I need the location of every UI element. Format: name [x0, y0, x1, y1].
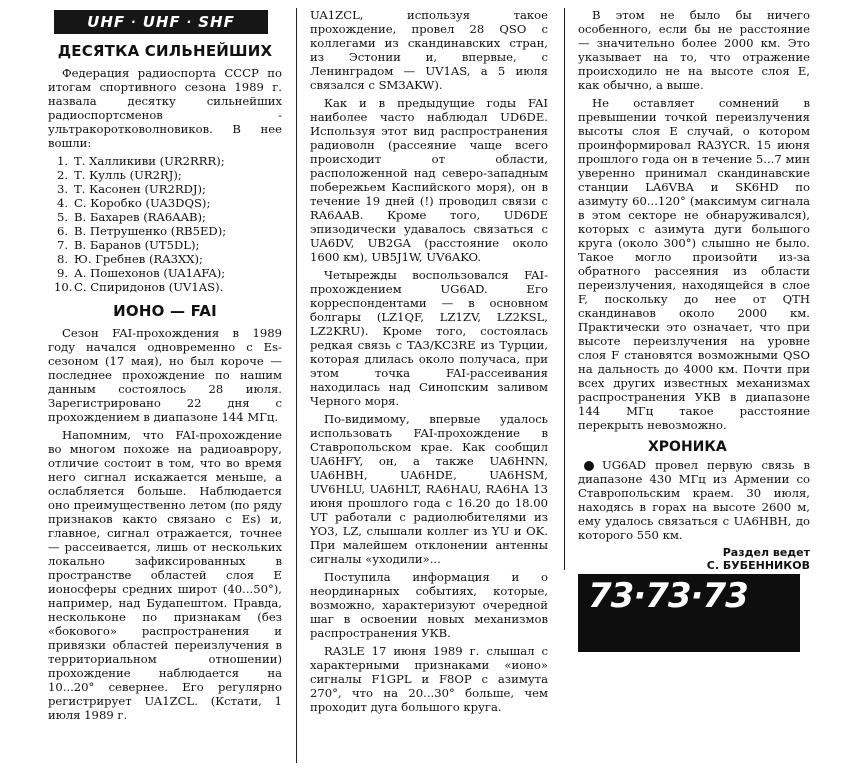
- list-text: Т. Касонен (UR2RDJ);: [74, 182, 206, 196]
- banner-part: UHF: [142, 13, 181, 31]
- list-text: В. Бахарев (RA6AAB);: [74, 210, 206, 224]
- list-number: 7.: [56, 238, 68, 252]
- byline-role: Раздел ведет: [722, 546, 810, 559]
- bullet-icon: [584, 461, 594, 471]
- list-text: С. Спиридонов (UV1AS).: [74, 280, 224, 294]
- chronicle-title: ХРОНИКА: [648, 439, 727, 455]
- list-number: 9.: [56, 266, 68, 280]
- article-title: ДЕСЯТКА СИЛЬНЕЙШИХ: [57, 42, 273, 60]
- banner-separator: ·: [186, 15, 193, 29]
- list-text: Т. Кулль (UR2RJ);: [74, 168, 182, 182]
- banner-part: SHF: [198, 13, 235, 31]
- list-item: [54, 196, 282, 210]
- band-banner: [54, 10, 268, 34]
- paragraph: По-видимому, впервые удалось использовать FAI-прохождение в Ставропольском крае. Как сообщил UA6HFY, он, а также UA6HNN, UA6HBH, UA6HDE, UA6HSM, UV6HLU, UA6HLT, RA6HAU, RA6HA 13 июня прошлого года с 16.20 до 18.00 UT работали с радиолюбителями из YO3, LZ, слышали коллег из YU и OK. При малейшем отклонении антенны сигналы «уходили»...: [310, 412, 548, 566]
- paragraph: RA3LE 17 июня 1989 г. слышал с характерными признаками «ионо» сигналы F1GPL и F8OP с азимута 270°, что на 20...30° больше, чем проходит дуга большого круга.: [310, 644, 548, 714]
- list-text: В. Баранов (UT5DL);: [74, 238, 200, 252]
- column-divider: [564, 8, 565, 570]
- list-text: С. Коробко (UA3DQS);: [74, 196, 211, 210]
- list-item: [54, 154, 282, 168]
- list-text: А. Пошехонов (UA1AFA);: [74, 266, 226, 280]
- paragraph: Напомним, что FAI-прохождение во многом похоже на радиоаврору, отличие состоит в том, что во время него сигнал искажается меньше, а ослабляется больше. Наблюдается оно преимущественно летом (по ряду признаков както связано с Es) и, главное, сигнал отражается, точнее — рассеивается, лишь от нескольких локально зафиксированных в пространстве областей слоя Е ионосферы средних широт (40...50°), например, над Будапештом. Правда, нескольконе по признакам (без «бокового» распространения и привязки областей переизлучения в территориальном отношении) прохождение наблюдается на 10...20° севернее. Его регулярно регистрирует UA1ZCL. (Кстати, 1 июля 1989 г.: [48, 428, 282, 722]
- column-left: [48, 10, 282, 726]
- list-text: Ю. Гребнев (RA3XX);: [74, 252, 203, 266]
- column-middle: [310, 8, 548, 718]
- list-text: В. Петрушенко (RB5ED);: [74, 224, 227, 238]
- chronicle-body: UG6AD провел первую связь в диапазоне 430 МГц из Армении со Ставропольским краем. 30 июля, находясь в горах на высоте 2600 м, ему удалось связаться с UA6HBH, до которого 550 км.: [578, 458, 810, 542]
- list-number: 8.: [56, 252, 68, 266]
- list-number: 2.: [56, 168, 68, 182]
- list-item: [54, 266, 282, 280]
- list-item: [54, 238, 282, 252]
- list-item: [54, 168, 282, 182]
- byline: [578, 546, 810, 572]
- paragraph: Четырежды воспользовался FAI-прохождением UG6AD. Его корреспондентами — в основном болгары (LZ1QF, LZ1ZV, LZ2KSL, LZ2KRU). Кроме того, состоялась редкая связь с TA3/KC3RE из Турции, которая длилась около получаса, при этом точка FAI-рассеивания находилась над Синопским заливом Черного моря.: [310, 268, 548, 408]
- list-text: Т. Халликиви (UR2RRR);: [74, 154, 225, 168]
- top-ten-list: [48, 154, 282, 294]
- list-item: [54, 280, 282, 294]
- chronicle-text: [578, 458, 810, 542]
- banner-separator: ·: [131, 15, 137, 29]
- article-intro: Федерация радиоспорта СССР по итогам спортивного сезона 1989 г. назвала десятку сильнейших радиоспортсменов - ультракоротковолновиков. В нее вошли:: [48, 66, 282, 150]
- column-right: [578, 8, 810, 572]
- section-title: ИОНО — FAI: [113, 302, 217, 320]
- list-number: 5.: [56, 210, 68, 224]
- list-item: [54, 252, 282, 266]
- paragraph: UA1ZCL, используя такое прохождение, провел 28 QSO с коллегами из скандинавских стран, из Эстонии и, впервые, с Ленинградом — UV1AS, а 5 июля связался с SM3AKW).: [310, 8, 548, 92]
- logo-73-line: 73·73·73: [586, 615, 746, 655]
- list-item: [54, 224, 282, 238]
- chronicle: [578, 458, 810, 542]
- list-number: 6.: [56, 224, 68, 238]
- paragraph: Не оставляет сомнений в превышении точкой переизлучения высоты слоя Е случай, о котором проинформировал RA3YCR. 15 июня прошлого года он в течение 5...7 мин уверенно принимал скандинавские станции LA6VBA и SK6HD по азимуту 60...120° (максимум сигнала в этом секторе не обнаруживался), которых с азимута дуги большого круга (около 300°) слышно не было. Такое могло произойти из-за обратного рассеяния из области переизлучения, находящейся в слое F, поскольку до нее от QTH скандинавов около 2000 км. Практически это означает, что при высоте переизлучения на уровне слоя F становятся возможными QSO на дальность до 4000 км. Почти при всех других известных механизмах распространения УКВ в диапазоне 144 МГц такое расстояние перекрыть невозможно.: [578, 96, 810, 432]
- paragraph: Сезон FAI-прохождения в 1989 году начался одновременно с Es-сезоном (17 мая), но был короче — последнее прохождение по нашим данным состоялось 28 июля. Зарегистрировано 22 дня с прохождением в диапазоне 144 МГц.: [48, 326, 282, 424]
- logo-73-line: 73·73·73: [588, 576, 748, 616]
- list-number: 1.: [56, 154, 68, 168]
- column-divider: [296, 8, 297, 763]
- paragraph: Как и в предыдущие годы FAI наиболее часто наблюдал UD6DE. Используя этот вид распространения радиоволн (рассеяние чаще всего происходит от области, расположенной над северо-западным побережьем Каспийского моря), он в течение 19 дней (!) проводил связи с RA6AAB. Кроме того, UD6DE эпизодически удавалось связаться с UA6DV, UB2GA (расстояние около 1600 км), UB5J1W, UV6AKO.: [310, 96, 548, 264]
- list-number: 10.: [54, 280, 73, 294]
- paragraph: В этом не было бы ничего особенного, если бы не расстояние — значительно более 2000 км. Это указывает на то, что отражение происходило не на высоте слоя Е, как обычно, а выше.: [578, 8, 810, 92]
- list-number: 3.: [56, 182, 68, 196]
- paragraph: Поступила информация и о неординарных событиях, которые, возможно, характеризуют очередной шаг в освоении новых механизмов распространения УКВ.: [310, 570, 548, 640]
- banner-part: UHF: [87, 13, 126, 31]
- list-item: [54, 182, 282, 196]
- list-item: [54, 210, 282, 224]
- byline-author: С. БУБЕННИКОВ: [706, 559, 810, 572]
- list-number: 4.: [56, 196, 68, 210]
